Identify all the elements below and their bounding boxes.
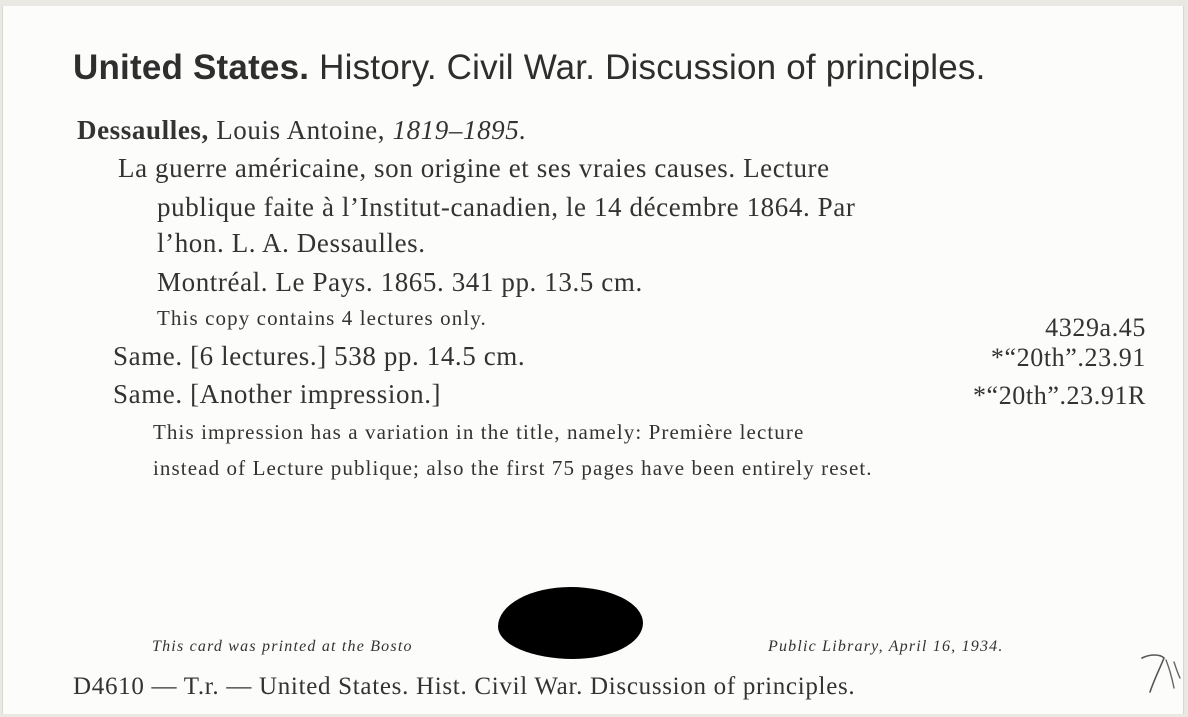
subject-heading [73,48,986,88]
impression-note-line-2: instead of Lecture publique; also the first 75 pages have been entirely reset. [153,456,873,480]
subject-heading-subdivisions: History. Civil War. Discussion of principles. [319,48,986,87]
impression-note-line-1: This impression has a variation in the title, namely: Première lecture [153,420,805,444]
author-dates: 1819–1895. [392,115,527,145]
author-surname: Dessaulles, [77,115,209,145]
title-line-1: La guerre américaine, son origine et ses vraies causes. Lecture [118,153,830,183]
redaction-mark [498,587,643,659]
same-entry-1: Same. [6 lectures.] 538 pp. 14.5 cm. [113,341,526,371]
handwritten-mark [1138,648,1182,698]
title-line-3: l’hon. L. A. Dessaulles. [157,228,426,258]
subject-heading-main: United States. [73,48,310,87]
title-line-2: publique faite à l’Institut-canadien, le 14 décembre 1864. Par [157,192,856,222]
author-given-names: Louis Antoine, [216,115,386,145]
call-number-same-1: *“20th”.23.91 [990,343,1146,372]
same-entry-2: Same. [Another impression.] [113,379,442,409]
printed-note-left: This card was printed at the Bosto [152,638,413,655]
call-number-same-2: *“20th”.23.91R [972,381,1146,410]
author-line [77,115,527,146]
imprint-line: Montréal. Le Pays. 1865. 341 pp. 13.5 cm. [157,267,643,297]
copy-note: This copy contains 4 lectures only. [157,306,487,330]
printed-note-right: Public Library, April 16, 1934. [768,638,1004,655]
tracing-line: D4610 — T.r. — United States. Hist. Civil War. Discussion of principles. [73,673,856,700]
call-number-main: 4329a.45 [1045,313,1146,342]
